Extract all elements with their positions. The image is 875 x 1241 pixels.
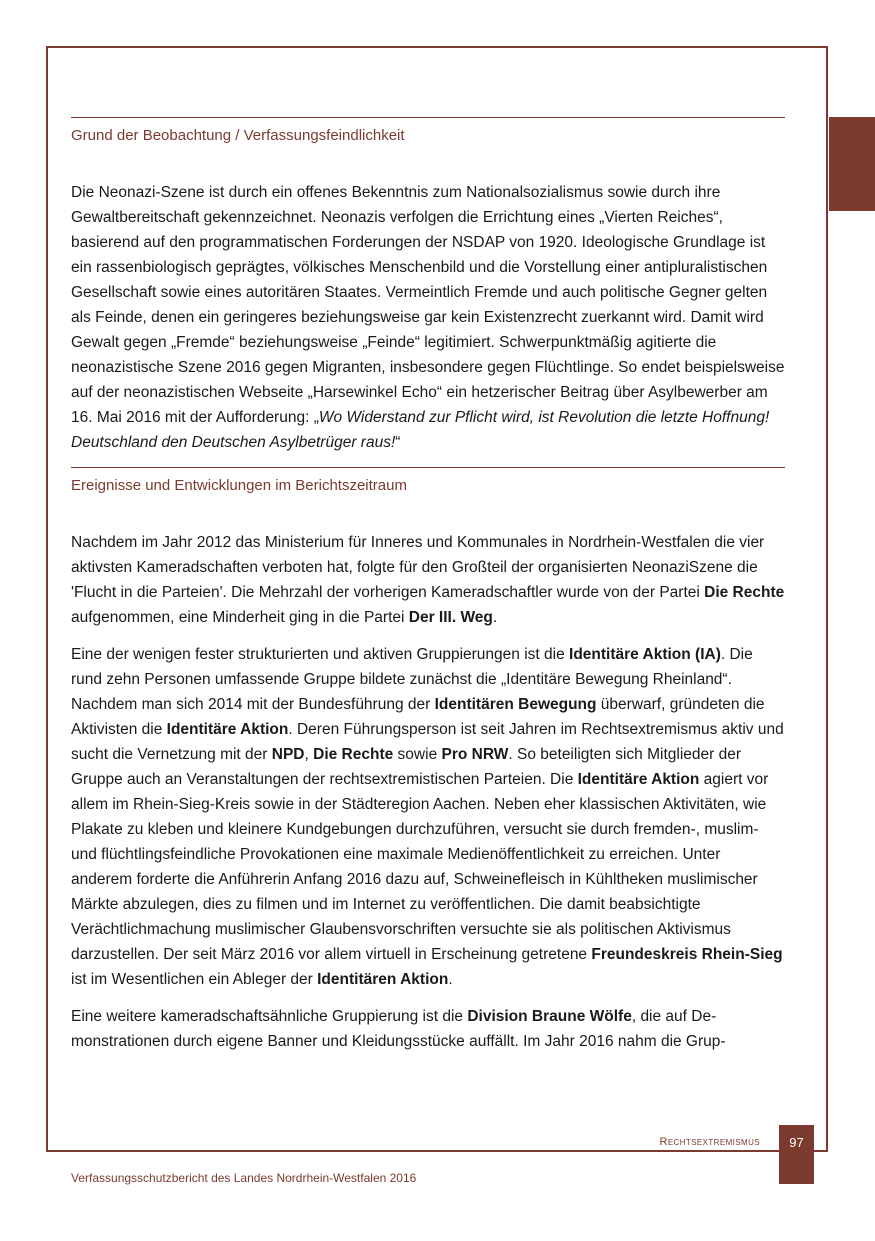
- section-heading-grund: Grund der Beobachtung / Verfassungsfeindlichkeit: [71, 127, 405, 144]
- page-content: [71, 117, 785, 1054]
- section-divider: [71, 467, 785, 468]
- quote-harsewinkel: Wo Widerstand zur Pflicht wird, ist Revolution die letzte Hoffnung! Deutschland den Deutschen Asylbetrüger raus!: [71, 409, 770, 451]
- running-footer-section: Rechtsextremismus: [659, 1136, 760, 1148]
- page-number: 97: [779, 1125, 814, 1184]
- paragraph-neonazi-szene: Die Neonazi-Szene ist durch ein offenes Bekenntnis zum Nationalsozialismus sowie durch ihre Gewaltbereitschaft gekennzeichnet. Neonazis verfolgen die Errichtung eines „Vierten Reiches“, basierend auf den programmatischen Forderungen der NSDAP von 1920. Ideologische Grundlage ist ein rassenbiologisch geprägtes, völkisches Menschenbild und die Vorstellung einer antipluralistischen Gesellschaft sowie eines autoritären Staates. Vermeintlich Fremde und auch politische Gegner gelten als Feinde, denen ein geringeres beziehungsweise gar kein Existenzrecht zuerkannt wird. Damit wird Gewalt gegen „Fremde“ beziehungsweise „Feinde“ legitimiert. Schwerpunktmäßig agitierte die neonazistische Szene 2016 gegen Migranten, insbesondere gegen Flüchtlinge. So endet beispielsweise auf der neonazistischen Webseite „Harsewinkel Echo“ ein hetzerischer Beitrag über Asylbewerber am 16. Mai 2016 mit der Aufforderung: „Wo Widerstand zur Pflicht wird, ist Revolution die letzte Hoffnung! Deutschland den Deutschen Asylbetrüger raus!“: [71, 184, 785, 451]
- document-title-footer: Verfassungsschutzbericht des Landes Nordrhein-Westfalen 2016: [71, 1171, 417, 1185]
- section-divider: [71, 117, 785, 118]
- section-heading-ereignisse: Ereignisse und Entwicklungen im Berichtszeitraum: [71, 477, 407, 494]
- paragraph-division-braune-woelfe: Eine weitere kameradschaftsähnliche Gruppierung ist die Division Braune Wölfe, die auf Demonstrationen durch eigene Banner und Kleidungsstücke auffällt. Im Jahr 2016 nahm die Grup-: [71, 1008, 726, 1050]
- chapter-tab-marker: [829, 117, 875, 211]
- paragraph-identitaere-aktion: Eine der wenigen fester strukturierten und aktiven Gruppierungen ist die Identitäre Aktion (IA). Die rund zehn Personen umfassende Gruppe bildete zunächst die „Identitäre Bewegung Rheinland“. Nachdem man sich 2014 mit der Bundesführung der Identitären Bewegung überwarf, gründeten die Aktivisten die Identitäre Aktion. Deren Führungsperson ist seit Jahren im Rechtsextremismus aktiv und sucht die Vernetzung mit der NPD, Die Rechte sowie Pro NRW. So beteiligten sich Mitglieder der Gruppe auch an Veranstaltungen der rechtsextremistischen Parteien. Die Identitäre Aktion agiert vor allem im Rhein-Sieg-Kreis sowie in der Städteregion Aachen. Neben eher klassischen Aktivitäten, wie Plakate zu kleben und kleinere Kundgebungen durchzuführen, versucht sie durch fremden-, muslim- und flüchtlingsfeindliche Provokationen eine maximale Medienöffentlichkeit zu erreichen. Unter anderem forderte die Anführerin Anfang 2016 dazu auf, Schweinefleisch in Kühltheken muslimischer Märkte abzulegen, dies zu filmen und im Internet zu veröffentlichen. Die damit beabsichtigte Verächtlichmachung muslimischer Glaubensvorschriften versuchte sie als politischen Aktivismus darzustellen. Der seit März 2016 vor allem virtuell in Erscheinung getretene Freundeskreis Rhein-Sieg ist im Wesentlichen ein Ableger der Identitären Aktion.: [71, 646, 784, 988]
- paragraph-kameradschaften: Nachdem im Jahr 2012 das Ministerium für Inneres und Kommunales in Nordrhein-Westfalen die vier aktivsten Kameradschaften verboten hat, folgte für den Großteil der organisierten NeonaziSzene die 'Flucht in die Parteien'. Die Mehrzahl der vorherigen Kameradschaftler wurde von der Partei Die Rechte aufgenommen, eine Minderheit ging in die Partei Der III. Weg.: [71, 534, 785, 626]
